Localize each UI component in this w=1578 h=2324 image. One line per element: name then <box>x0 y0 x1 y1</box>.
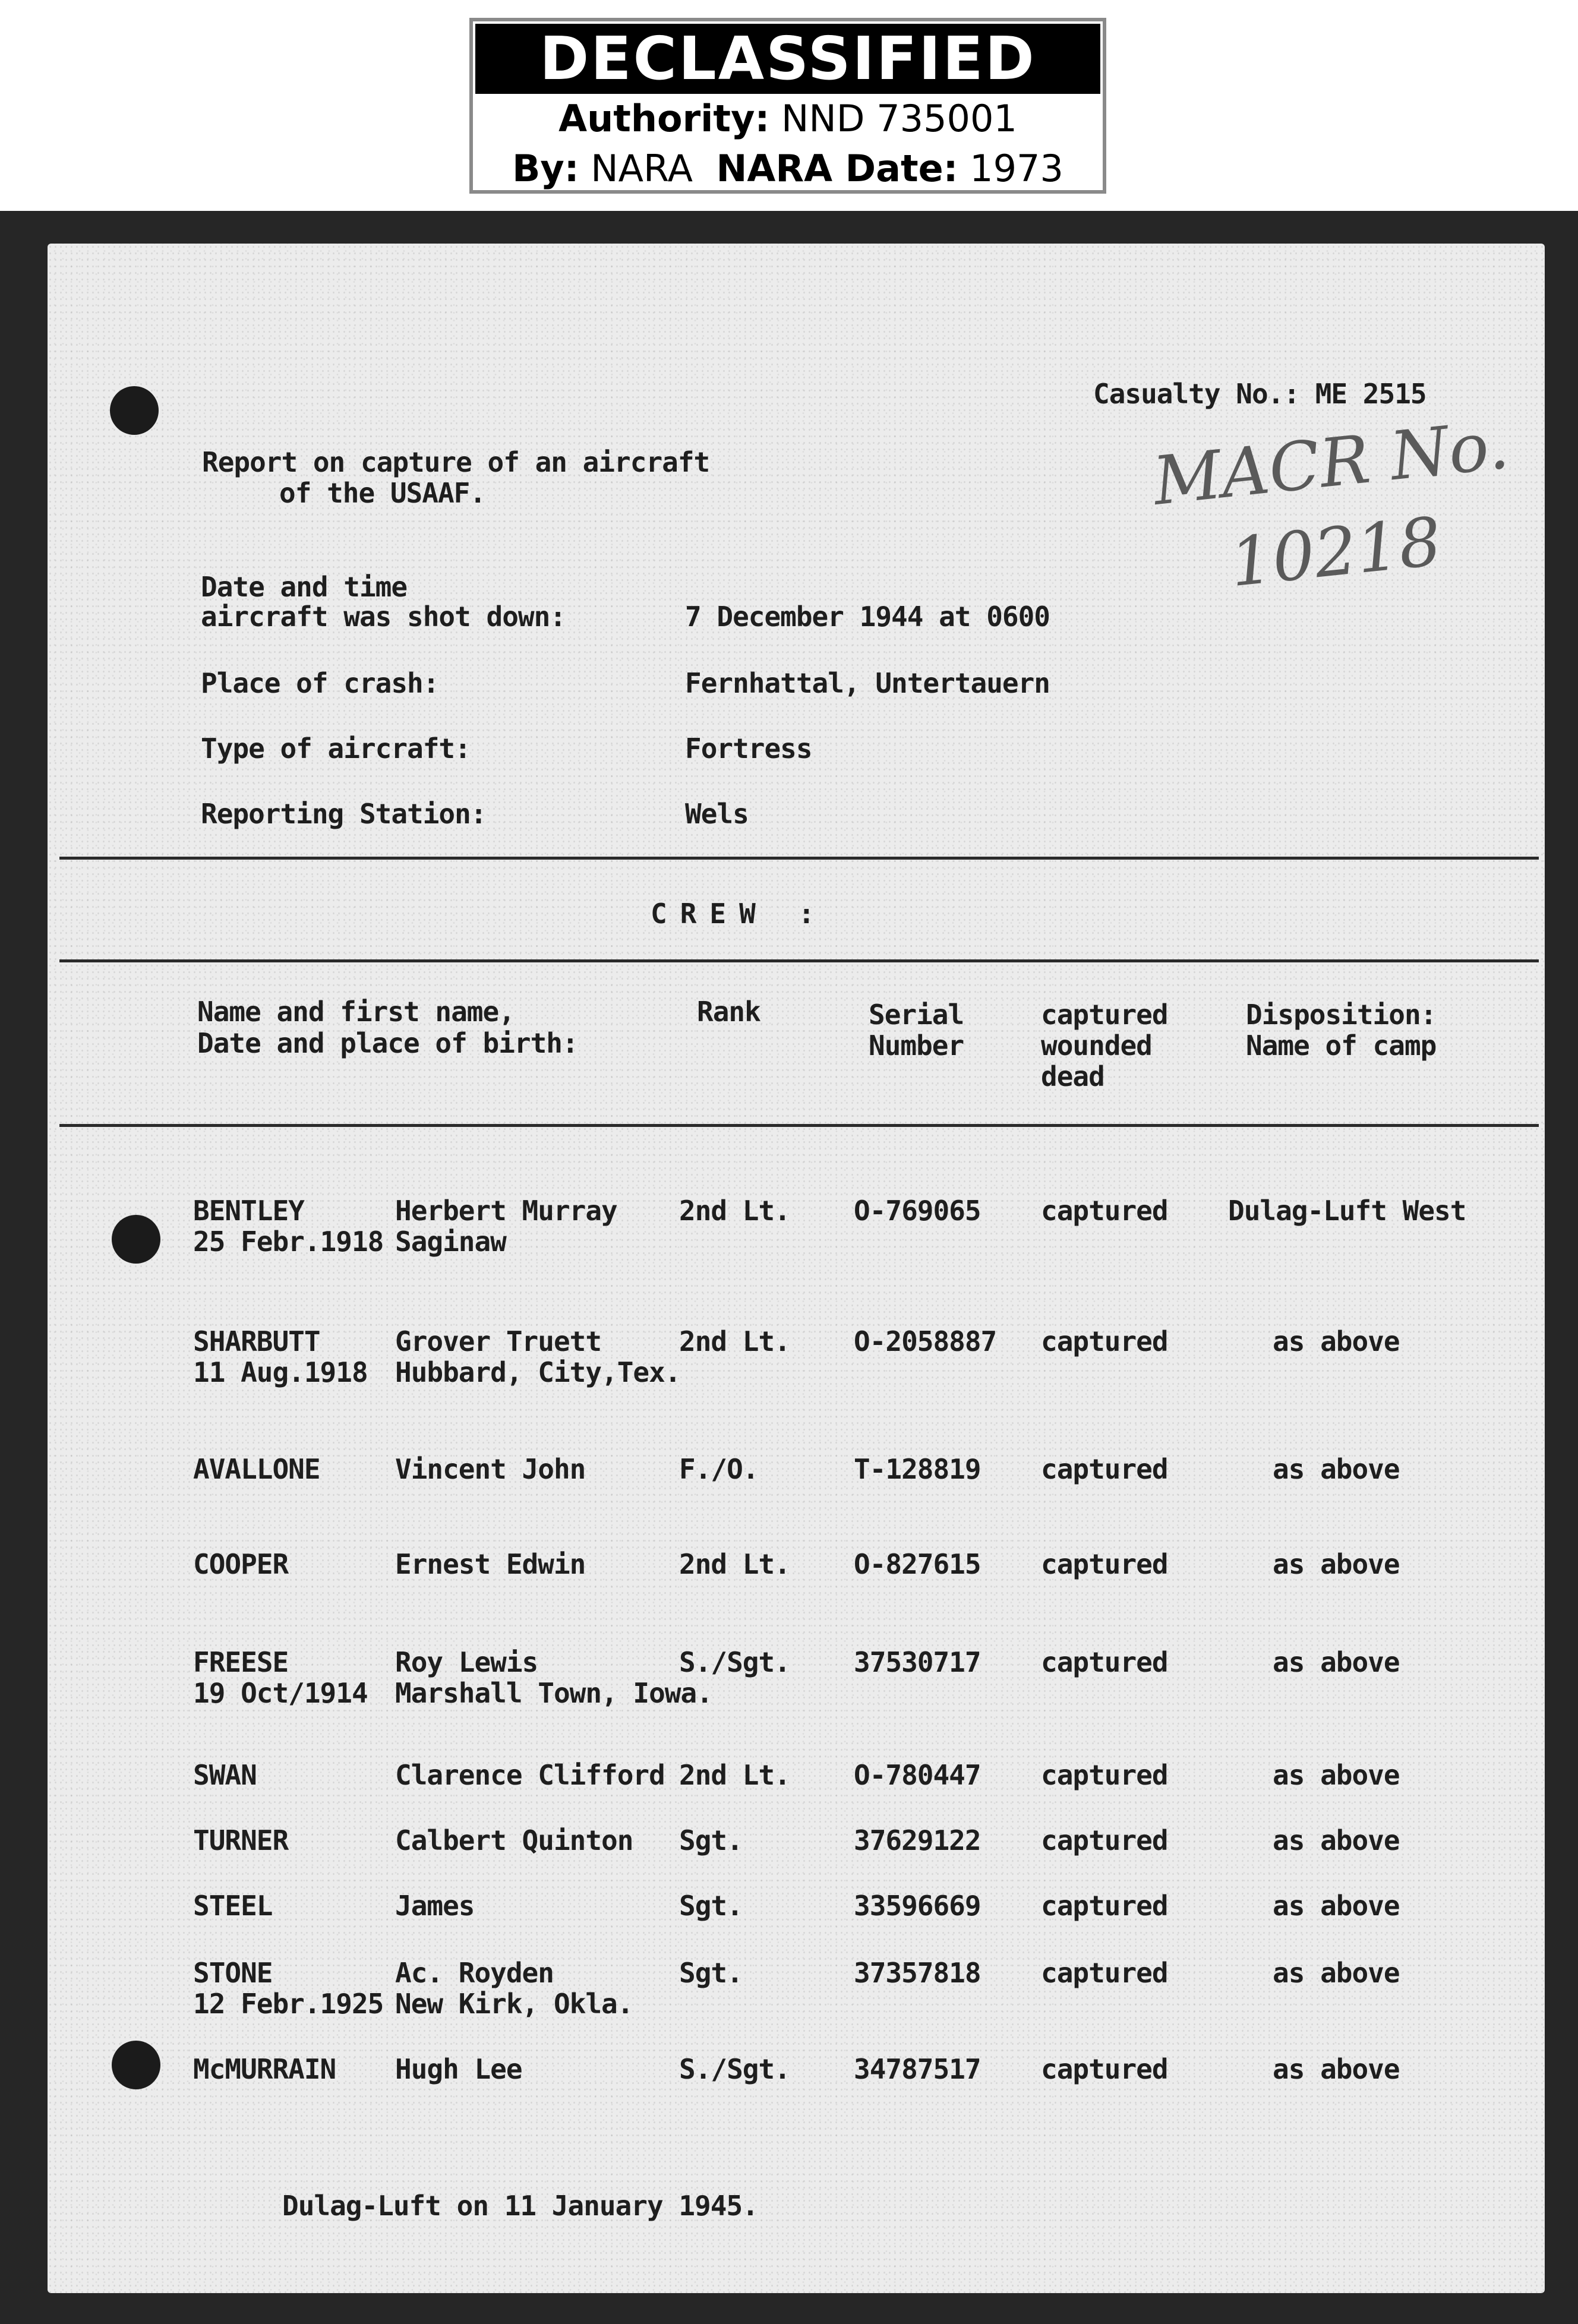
crew-first: Grover Truett <box>395 1325 602 1357</box>
crew-surname: COOPER <box>193 1548 289 1580</box>
crew-status: captured <box>1041 1957 1168 1989</box>
date-label-line2: aircraft was shot down: <box>201 601 566 633</box>
crew-serial: 33596669 <box>854 1890 981 1922</box>
crew-status: captured <box>1041 1646 1168 1678</box>
crew-rank: S./Sgt. <box>679 1646 790 1678</box>
place-label: Place of crash: <box>201 667 439 699</box>
crew-birth-place: Hubbard, City,Tex. <box>395 1356 681 1388</box>
crew-first: James <box>395 1890 475 1922</box>
crew-disposition: as above <box>1273 2053 1400 2085</box>
column-header-serial-line2: Number <box>869 1030 964 1062</box>
crew-disposition: Dulag-Luft West <box>1228 1195 1466 1227</box>
column-header-serial-line1: Serial <box>869 999 964 1031</box>
crew-status: captured <box>1041 1890 1168 1922</box>
crew-serial: O-780447 <box>854 1759 981 1791</box>
crew-status: captured <box>1041 1453 1168 1485</box>
column-header-name-line2: Date and place of birth: <box>197 1027 578 1059</box>
declassified-stamp <box>469 18 1106 194</box>
crew-first: Roy Lewis <box>395 1646 538 1678</box>
crew-serial: O-2058887 <box>854 1325 997 1357</box>
crew-surname: SHARBUTT <box>193 1325 320 1357</box>
macr-handwritten-number: 10218 <box>1226 503 1446 602</box>
crew-status: captured <box>1041 2053 1168 2085</box>
crew-disposition: as above <box>1273 1325 1400 1357</box>
crew-surname: BENTLEY <box>193 1195 304 1227</box>
footer-note: Dulag-Luft on 11 January 1945. <box>282 2190 758 2222</box>
crew-disposition: as above <box>1273 1646 1400 1678</box>
column-header-rank: Rank <box>697 996 760 1028</box>
divider-line <box>59 959 1539 962</box>
crew-birth-date: 25 Febr.1918 <box>193 1226 384 1258</box>
crew-birth-date: 19 Oct/1914 <box>193 1677 368 1709</box>
crew-status: captured <box>1041 1824 1168 1856</box>
crew-rank: 2nd Lt. <box>679 1325 790 1357</box>
type-label: Type of aircraft: <box>201 732 471 765</box>
station-value: Wels <box>685 798 749 830</box>
crew-first: Hugh Lee <box>395 2053 522 2085</box>
crew-first: Clarence Clifford <box>395 1759 665 1791</box>
crew-rank: 2nd Lt. <box>679 1195 790 1227</box>
column-header-name-line1: Name and first name, <box>197 996 515 1028</box>
crew-birth-date: 11 Aug.1918 <box>193 1356 368 1388</box>
stamp-authority-value: NND 735001 <box>781 97 1017 140</box>
crew-first: Ernest Edwin <box>395 1548 586 1580</box>
report-title-line1: Report on capture of an aircraft <box>202 446 710 478</box>
crew-surname: McMURRAIN <box>193 2053 336 2085</box>
crew-status: captured <box>1041 1195 1168 1227</box>
crew-first: Vincent John <box>395 1453 586 1485</box>
punch-hole <box>110 386 159 435</box>
column-header-disposition-line2: Name of camp <box>1246 1030 1437 1062</box>
crew-first: Herbert Murray <box>395 1195 617 1227</box>
stamp-authority-label: Authority: <box>558 97 770 140</box>
crew-surname: TURNER <box>193 1824 289 1856</box>
crew-birth-place: New Kirk, Okla. <box>395 1988 633 2020</box>
crew-status: captured <box>1041 1548 1168 1580</box>
stamp-by-value: NARA <box>591 147 693 190</box>
stamp-by-line <box>473 144 1103 194</box>
crew-surname: SWAN <box>193 1759 257 1791</box>
crew-surname: FREESE <box>193 1646 289 1678</box>
column-header-disposition-line1: Disposition: <box>1246 999 1437 1031</box>
crew-rank: Sgt. <box>679 1890 743 1922</box>
crew-birth-date: 12 Febr.1925 <box>193 1988 384 2020</box>
crew-disposition: as above <box>1273 1548 1400 1580</box>
crew-surname: STEEL <box>193 1890 273 1922</box>
crew-rank: 2nd Lt. <box>679 1548 790 1580</box>
crew-first: Ac. Royden <box>395 1957 554 1989</box>
station-label: Reporting Station: <box>201 798 487 830</box>
crew-surname: AVALLONE <box>193 1453 320 1485</box>
punch-hole <box>112 1215 160 1264</box>
crew-rank: 2nd Lt. <box>679 1759 790 1791</box>
stamp-by-label: By: <box>512 147 579 190</box>
crew-serial: 37629122 <box>854 1824 981 1856</box>
type-value: Fortress <box>685 732 812 765</box>
crew-rank: S./Sgt. <box>679 2053 790 2085</box>
stamp-authority-line <box>473 94 1103 144</box>
crew-disposition: as above <box>1273 1890 1400 1922</box>
crew-first: Calbert Quinton <box>395 1824 633 1856</box>
crew-serial: T-128819 <box>854 1453 981 1485</box>
scanned-page <box>0 211 1578 2324</box>
document-paper <box>48 244 1545 2293</box>
crew-status: captured <box>1041 1325 1168 1357</box>
divider-line <box>59 857 1539 860</box>
divider-line <box>59 1124 1539 1127</box>
crew-rank: Sgt. <box>679 1957 743 1989</box>
crew-disposition: as above <box>1273 1957 1400 1989</box>
stamp-date-label: NARA Date: <box>716 147 958 190</box>
stamp-title: DECLASSIFIED <box>475 24 1100 94</box>
column-header-status-line1: captured <box>1041 999 1168 1031</box>
date-label-line1: Date and time <box>201 571 408 603</box>
punch-hole <box>112 2041 160 2089</box>
casualty-number: Casualty No.: ME 2515 <box>1093 378 1426 410</box>
crew-rank: F./O. <box>679 1453 759 1485</box>
crew-disposition: as above <box>1273 1824 1400 1856</box>
crew-rank: Sgt. <box>679 1824 743 1856</box>
place-value: Fernhattal, Untertauern <box>685 667 1050 699</box>
column-header-status-line2: wounded <box>1041 1030 1152 1062</box>
crew-serial: 37530717 <box>854 1646 981 1678</box>
crew-serial: 37357818 <box>854 1957 981 1989</box>
crew-birth-place: Saginaw <box>395 1226 506 1258</box>
crew-serial: O-769065 <box>854 1195 981 1227</box>
crew-heading: CREW : <box>651 898 828 930</box>
crew-disposition: as above <box>1273 1759 1400 1791</box>
crew-surname: STONE <box>193 1957 273 1989</box>
crew-status: captured <box>1041 1759 1168 1791</box>
crew-serial: 34787517 <box>854 2053 981 2085</box>
date-value: 7 December 1944 at 0600 <box>685 601 1050 633</box>
crew-birth-place: Marshall Town, Iowa. <box>395 1677 712 1709</box>
macr-handwritten-label: MACR No. <box>1149 406 1513 521</box>
stamp-date-value: 1973 <box>970 147 1063 190</box>
crew-disposition: as above <box>1273 1453 1400 1485</box>
crew-serial: O-827615 <box>854 1548 981 1580</box>
column-header-status-line3: dead <box>1041 1060 1104 1092</box>
report-title-line2: of the USAAF. <box>279 477 486 509</box>
